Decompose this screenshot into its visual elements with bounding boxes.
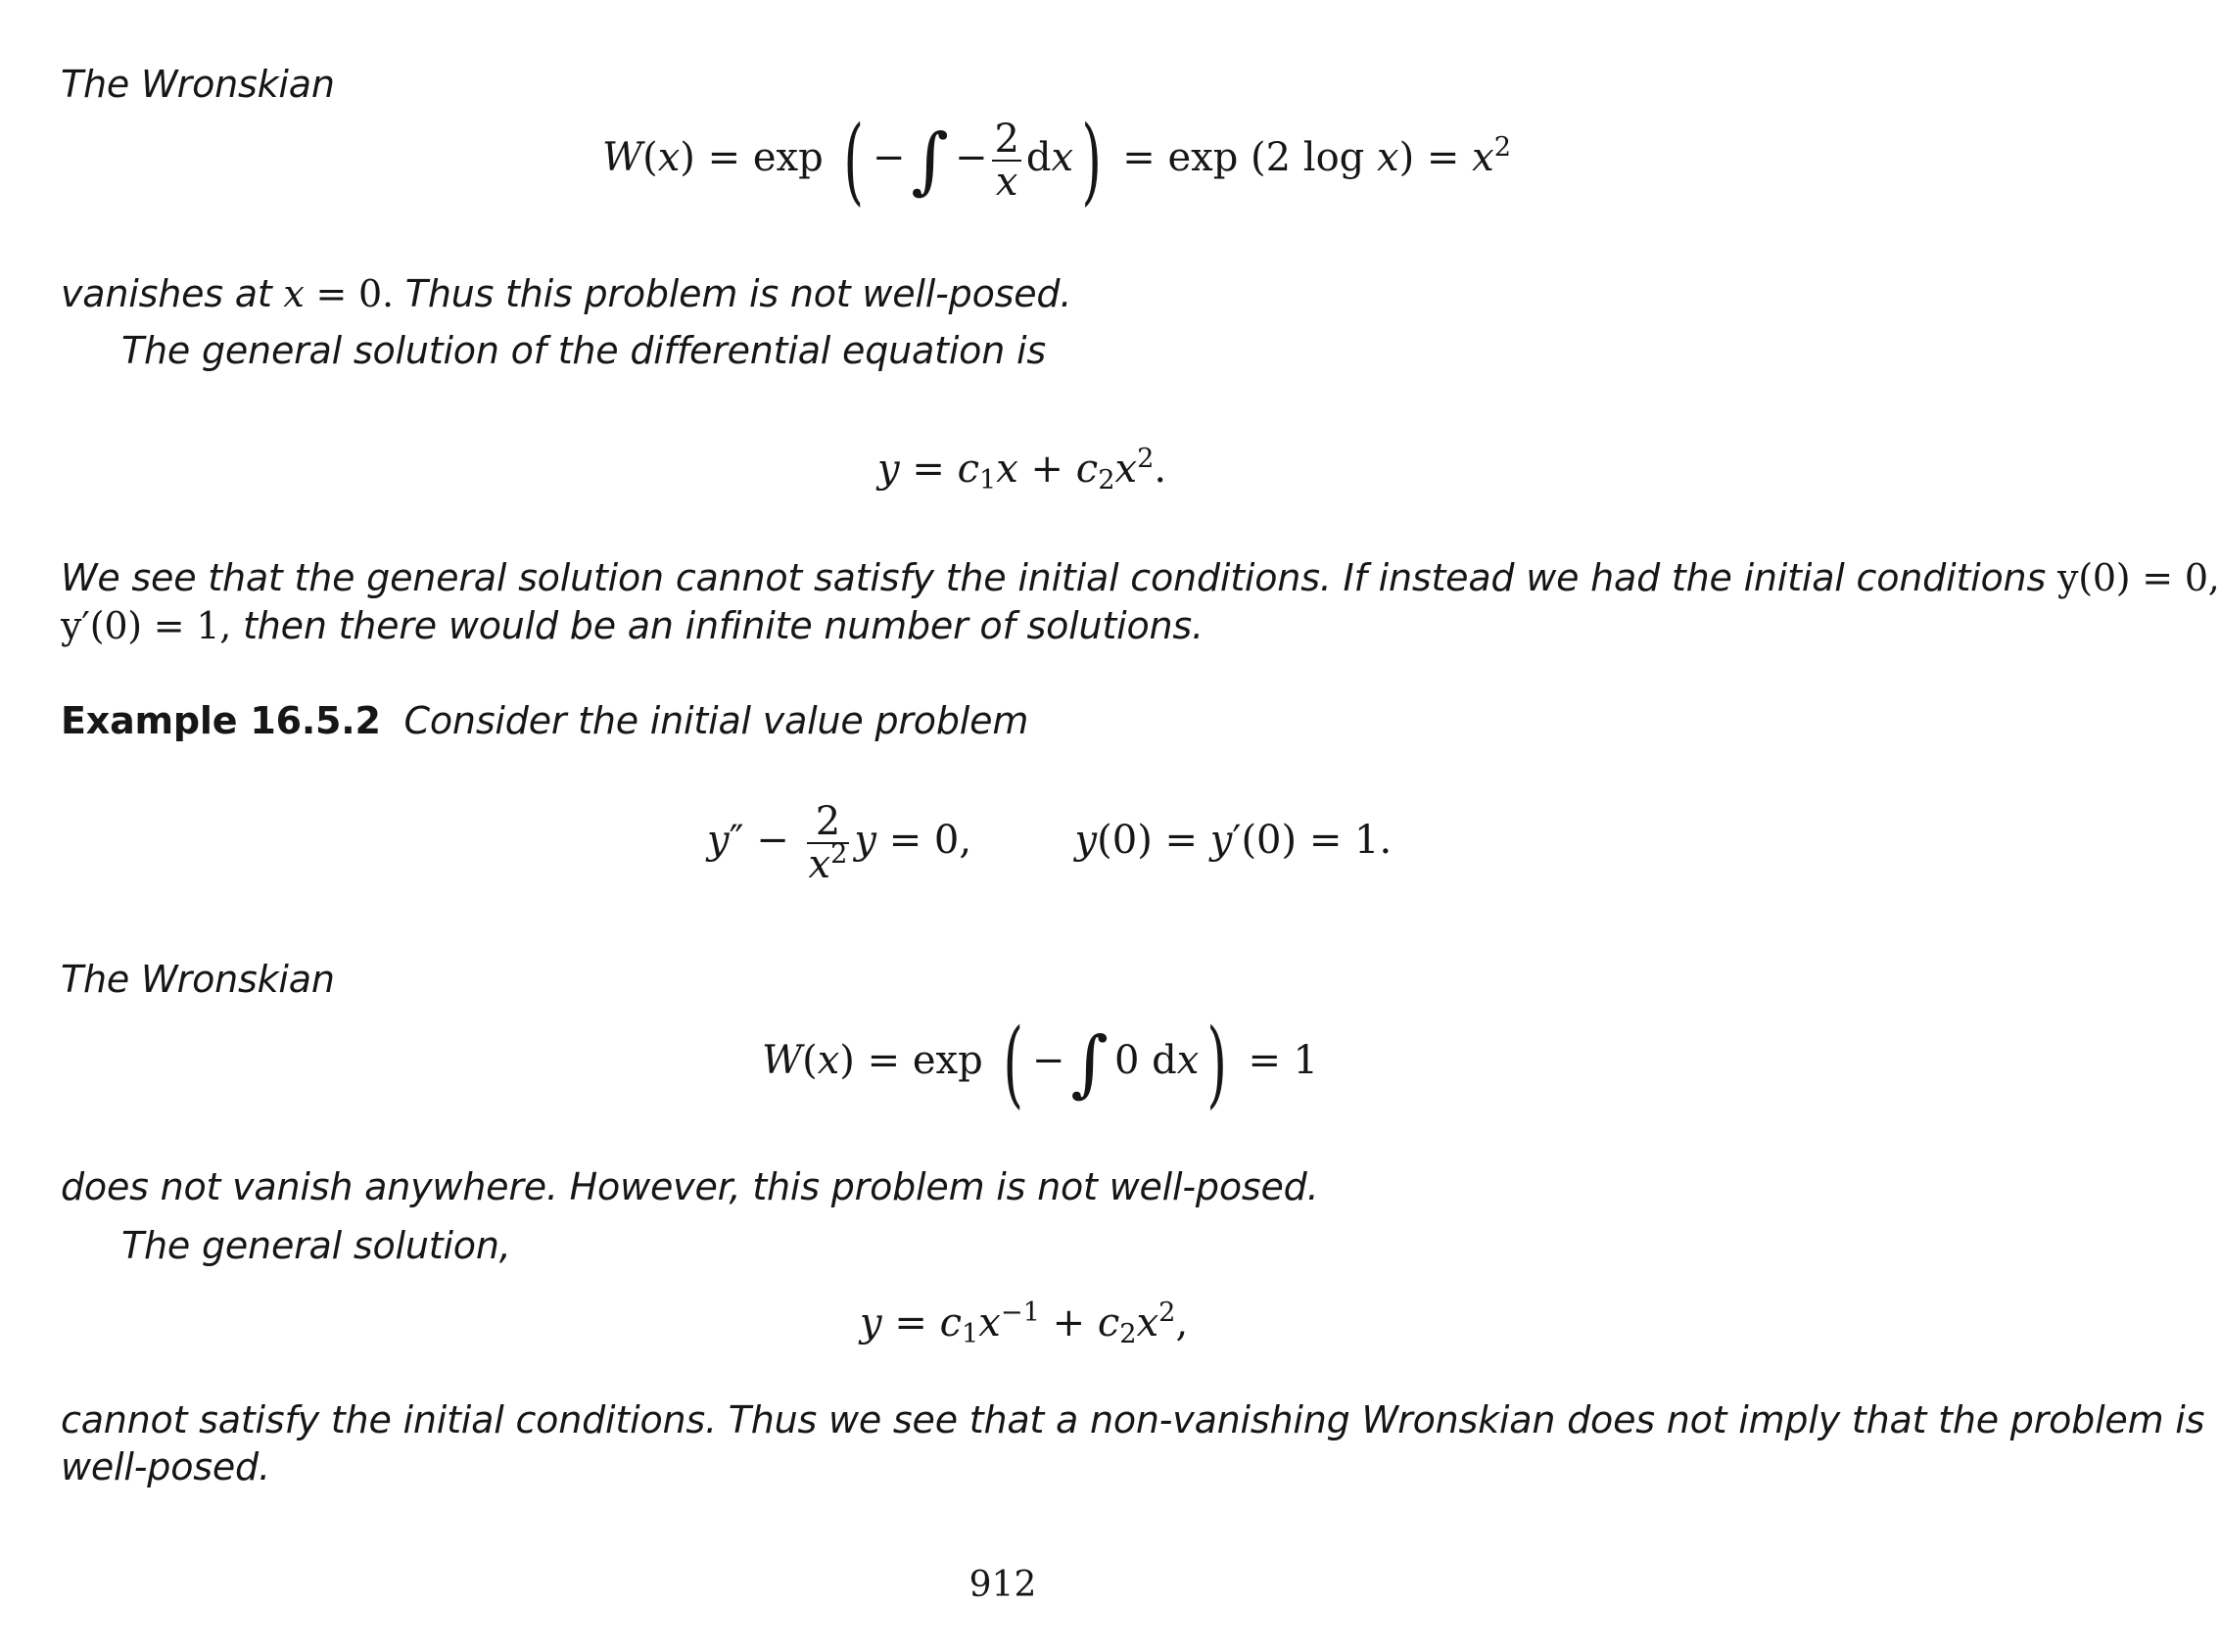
paragraph-general-solution-1: The general solution of the differential equation is — [121, 329, 1046, 372]
paragraph-initial-conditions-2: y′(0) = 1, then there would be an infinite number of solutions. — [61, 604, 1204, 647]
paragraph-does-not-vanish: does not vanish anywhere. However, this problem is not well-posed. — [61, 1165, 1319, 1208]
paragraph-general-solution-2: The general solution, — [121, 1224, 511, 1267]
equation-general-solution-2: $y = c_1x^{-1} + c_2x^2$, — [860, 1298, 1189, 1349]
equation-initial-value-problem: y″ − $\frac{2}{x^2}$ y = 0, y(0) = y′(0) = 1. — [707, 799, 1393, 887]
example-heading: Example 16.5.2 Consider the initial value problem — [61, 699, 1029, 742]
paragraph-conclusion-1: cannot satisfy the initial conditions. Thus we see that a non-vanishing Wronskian does not imply that the problem is — [61, 1398, 2205, 1441]
equation-wronskian-2: W(x) = exp ( −∫ 0 dx) = 1 — [762, 1009, 1319, 1118]
paragraph-wronskian-intro-1: The Wronskian — [61, 63, 335, 106]
equation-wronskian-1: W(x) = exp ( −∫ − $\frac{2}{x}$ dx) = exp (2 $\log x) = x^2$ — [602, 106, 1511, 215]
paragraph-initial-conditions-1: We see that the general solution cannot satisfy the initial conditions. If instead we had the initial conditions y(0) = 0, — [61, 556, 2220, 599]
paragraph-vanishes: vanishes at x = 0. Thus this problem is not well-posed. — [61, 272, 1072, 315]
equation-general-solution-1: $y = c_1x + c_2x^2$. — [877, 444, 1167, 496]
page-number: 912 — [968, 1565, 1037, 1605]
paragraph-conclusion-2: well-posed. — [61, 1445, 270, 1488]
paragraph-wronskian-intro-2: The Wronskian — [61, 958, 335, 1001]
